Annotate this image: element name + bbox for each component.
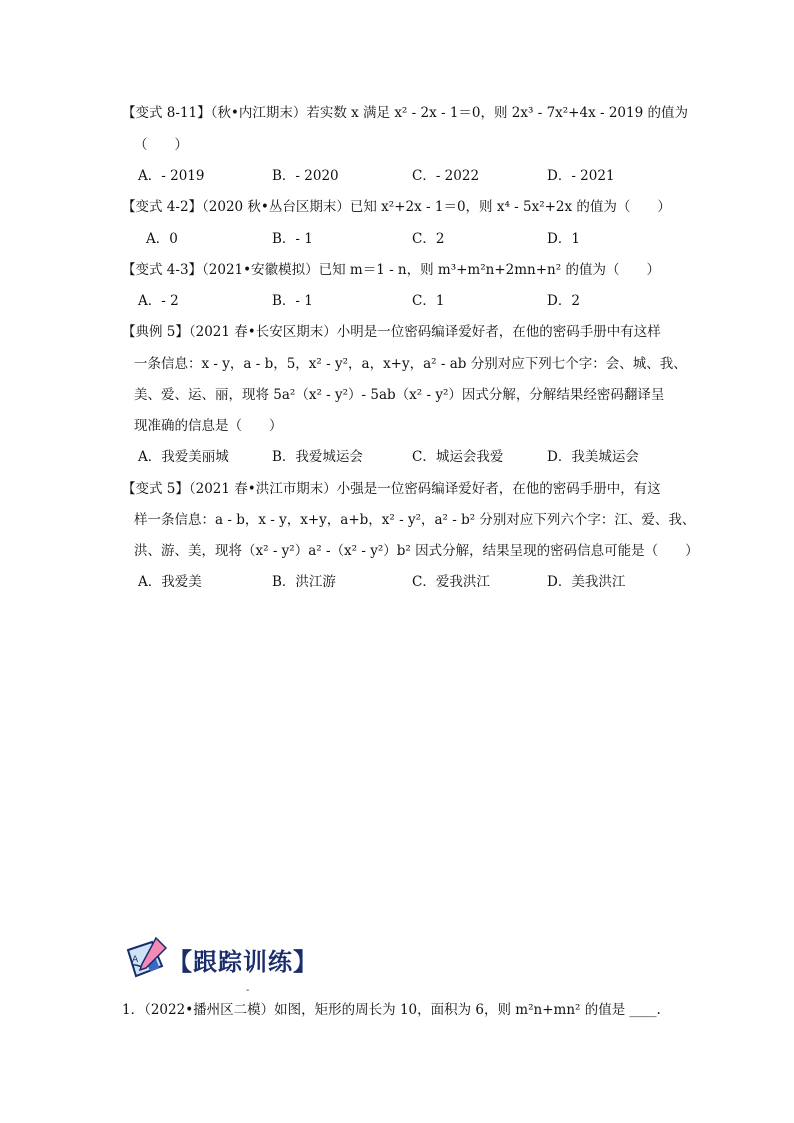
variant-5-line-2: 样一条信息：a - b，x - y，x+y，a+b，x² - y²，a² - b² 分别对应下列六个字：江、爱、我、 [134,512,696,528]
option-d: D．- 2021 [547,168,615,184]
option-d: D．我美城运会 [547,449,639,465]
small-dash-mark: - [246,985,250,996]
option-b: B．- 2020 [272,168,339,184]
question-8-11-line-1: 【变式 8-11】（秋•内江期末）若实数 x 满足 x² - 2x - 1＝0，则 2x³ - 7x²+4x - 2019 的值为 [122,105,688,121]
section-title: 【跟踪训练】 [168,948,318,976]
option-c: C．爱我洪江 [412,574,490,590]
option-d: D．美我洪江 [547,574,626,590]
example-5-line-3: 美、爱、运、丽，现将 5a²（x² - y²）- 5ab（x² - y²）因式分解，分解结果经密码翻译呈 [134,387,665,403]
example-5-line-1: 【典例 5】（2021 春•长安区期末）小明是一位密码编译爱好者，在他的密码手册中有这样 [122,324,661,340]
question-4-2-line-1: 【变式 4-2】（2020 秋•丛台区期末）已知 x²+2x - 1＝0，则 x⁴ - 5x²+2x 的值为（ ） [122,199,671,215]
option-d: D．1 [547,231,580,247]
option-d: D．2 [547,293,580,309]
option-a: A．0 [146,231,178,247]
option-b: B．- 1 [272,293,313,309]
pencil-paper-icon [122,936,170,984]
option-c: C．2 [412,231,445,247]
variant-5-line-3: 洪、游、美，现将（x² - y²）a² -（x² - y²）b² 因式分解，结果呈现的密码信息可能是（ ） [134,543,699,559]
variant-5-line-1: 【变式 5】（2021 春•洪江市期末）小强是一位密码编译爱好者，在他的密码手册中，有这 [122,481,661,497]
option-b: B．我爱城运会 [272,449,363,465]
question-8-11-line-2: （ ） [134,137,188,153]
question-4-3-line-1: 【变式 4-3】（2021•安徽模拟）已知 m＝1 - n，则 m³+m²n+2mn+n² 的值为（ ） [122,262,660,278]
option-a: A．- 2019 [138,168,205,184]
option-c: C．城运会我爱 [412,449,504,465]
option-a: A．我爱美 [138,574,202,590]
option-c: C．- 2022 [412,168,480,184]
option-a: A．我爱美丽城 [138,449,229,465]
svg-text:A: A [132,955,139,965]
practice-problem-1: 1．（2022•播州区二模）如图，矩形的周长为 10，面积为 6，则 m²n+mn² 的值是 ____. [122,1002,661,1018]
example-5-line-2: 一条信息：x - y，a - b，5，x² - y²，a，x+y，a² - ab 分别对应下列七个字：会、城、我、 [134,356,687,372]
example-5-line-4: 现准确的信息是（ ） [134,418,283,434]
option-b: B．- 1 [272,231,313,247]
option-a: A．- 2 [138,293,179,309]
option-b: B．洪江游 [272,574,336,590]
option-c: C．1 [412,293,445,309]
